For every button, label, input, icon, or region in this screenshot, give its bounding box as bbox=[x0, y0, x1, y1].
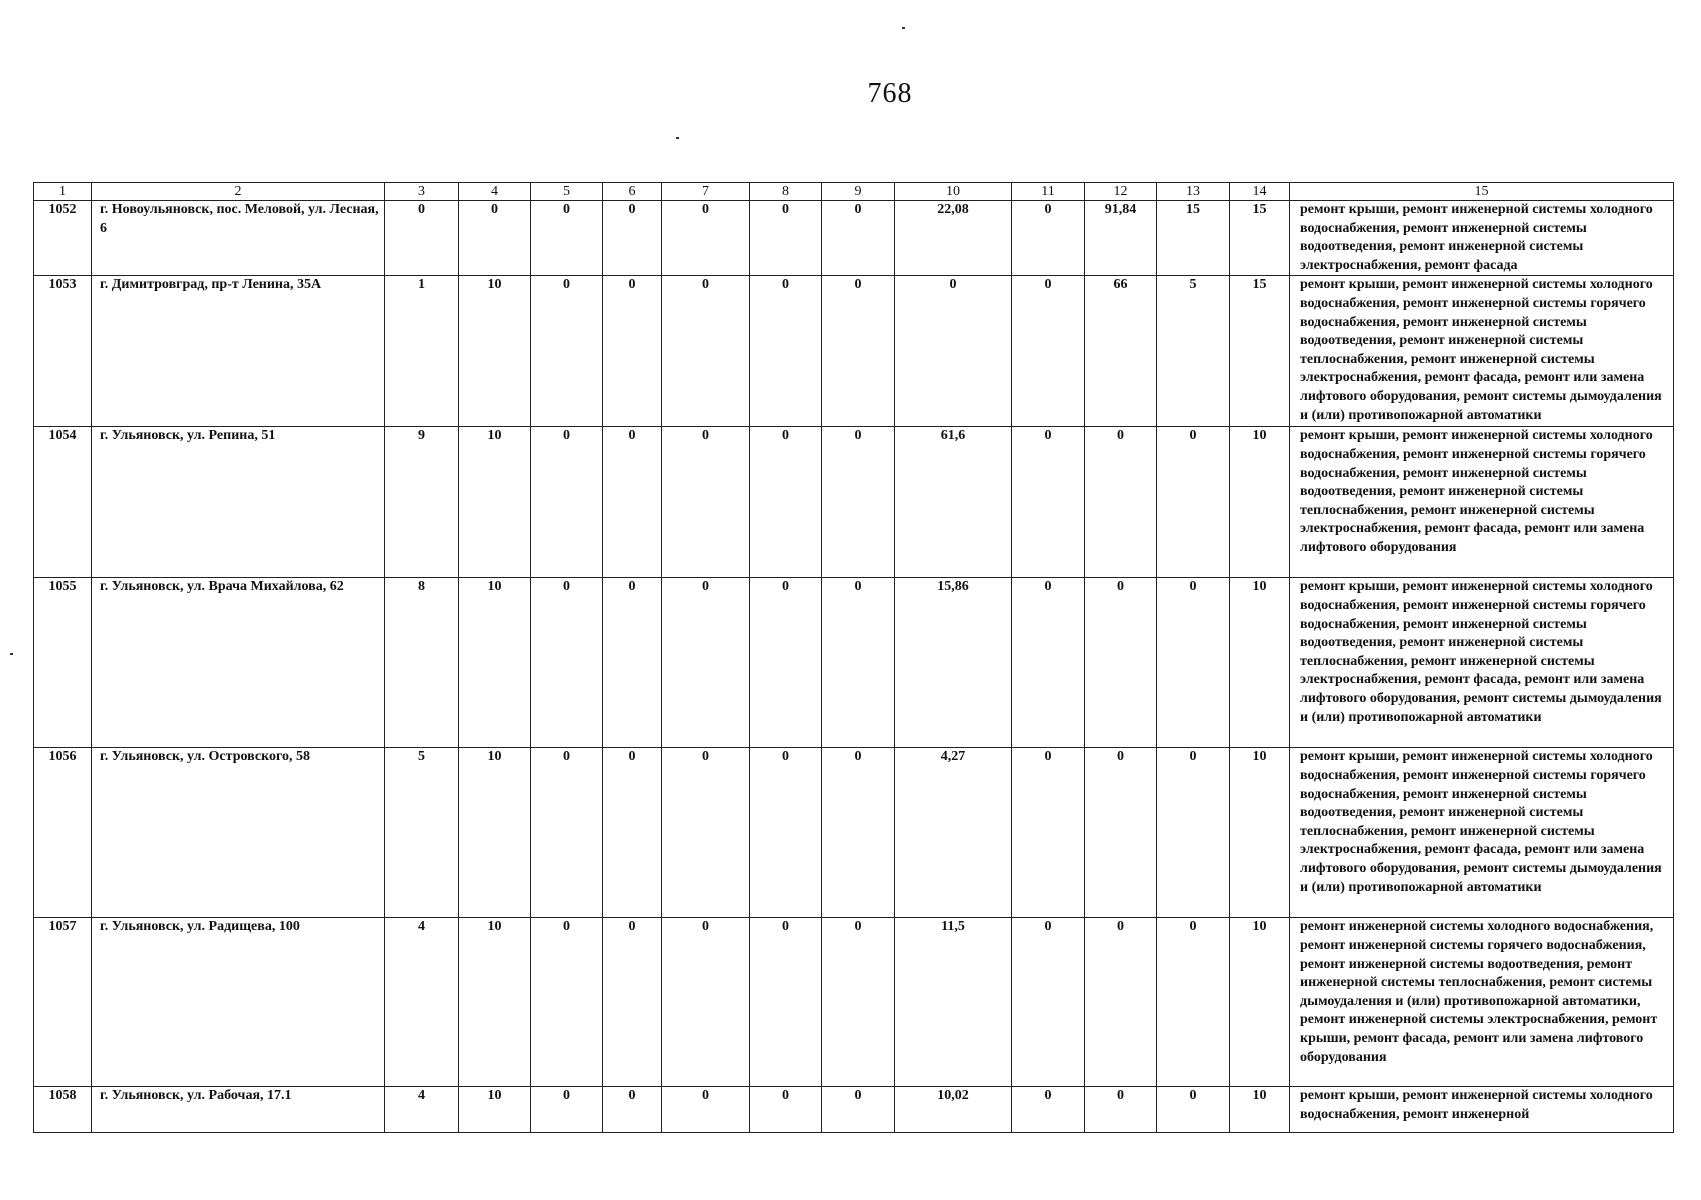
value-cell: 0 bbox=[662, 1087, 750, 1133]
value-cell: 0 bbox=[895, 276, 1012, 427]
value-cell: 0 bbox=[1012, 918, 1085, 1087]
value-cell: 0 bbox=[603, 918, 662, 1087]
row-id: 1055 bbox=[34, 578, 92, 748]
value-cell: 4,27 bbox=[895, 748, 1012, 918]
row-id: 1054 bbox=[34, 427, 92, 578]
value-cell: 0 bbox=[531, 201, 603, 276]
value-cell: 0 bbox=[822, 276, 895, 427]
value-cell: 10 bbox=[1230, 427, 1290, 578]
row-id: 1053 bbox=[34, 276, 92, 427]
works-cell: ремонт крыши, ремонт инженерной системы холодного водоснабжения, ремонт инженерной системы горячего водоснабжения, ремонт инженерной системы водоотведения, ремонт инженерной системы теплоснабжения, ремонт инженерной системы электроснабжения, ремонт фасада, ремонт или замена лифтового оборудования, ремонт системы дымоудаления и (или) противопожарной автоматики bbox=[1290, 748, 1674, 918]
value-cell: 0 bbox=[1012, 427, 1085, 578]
value-cell: 0 bbox=[531, 276, 603, 427]
value-cell: 0 bbox=[750, 427, 822, 578]
table-row bbox=[34, 427, 1674, 578]
address-cell: г. Ульяновск, ул. Рабочая, 17.1 bbox=[92, 1087, 385, 1133]
value-cell: 0 bbox=[1157, 918, 1230, 1087]
address-cell: г. Димитровград, пр-т Ленина, 35А bbox=[92, 276, 385, 427]
column-header-13: 13 bbox=[1157, 183, 1230, 201]
value-cell: 0 bbox=[603, 1087, 662, 1133]
value-cell: 0 bbox=[603, 578, 662, 748]
value-cell: 0 bbox=[1012, 201, 1085, 276]
value-cell: 0 bbox=[750, 276, 822, 427]
column-header-2: 2 bbox=[92, 183, 385, 201]
value-cell: 0 bbox=[750, 1087, 822, 1133]
table-row bbox=[34, 748, 1674, 918]
value-cell: 8 bbox=[385, 578, 459, 748]
value-cell: 10,02 bbox=[895, 1087, 1012, 1133]
works-cell: ремонт инженерной системы холодного водоснабжения, ремонт инженерной системы горячего водоснабжения, ремонт инженерной системы водоотведения, ремонт инженерной системы теплоснабжения, ремонт системы дымоудаления и (или) противопожарной автоматики, ремонт инженерной системы электроснабжения, ремонт крыши, ремонт фасада, ремонт или замена лифтового оборудования bbox=[1290, 918, 1674, 1087]
value-cell: 10 bbox=[1230, 748, 1290, 918]
value-cell: 0 bbox=[385, 201, 459, 276]
address-cell: г. Ульяновск, ул. Радищева, 100 bbox=[92, 918, 385, 1087]
works-cell: ремонт крыши, ремонт инженерной системы холодного водоснабжения, ремонт инженерной системы горячего водоснабжения, ремонт инженерной системы водоотведения, ремонт инженерной системы теплоснабжения, ремонт инженерной системы электроснабжения, ремонт фасада, ремонт или замена лифтового оборудования, ремонт системы дымоудаления и (или) противопожарной автоматики bbox=[1290, 276, 1674, 427]
value-cell: 15 bbox=[1230, 201, 1290, 276]
column-header-7: 7 bbox=[662, 183, 750, 201]
value-cell: 10 bbox=[459, 578, 531, 748]
value-cell: 22,08 bbox=[895, 201, 1012, 276]
value-cell: 0 bbox=[1012, 578, 1085, 748]
column-number-row bbox=[34, 183, 1674, 201]
works-cell: ремонт крыши, ремонт инженерной системы холодного водоснабжения, ремонт инженерной системы горячего водоснабжения, ремонт инженерной системы водоотведения, ремонт инженерной системы теплоснабжения, ремонт инженерной системы электроснабжения, ремонт фасада, ремонт или замена лифтового оборудования bbox=[1290, 427, 1674, 578]
value-cell: 0 bbox=[1157, 427, 1230, 578]
value-cell: 0 bbox=[1157, 578, 1230, 748]
value-cell: 10 bbox=[1230, 1087, 1290, 1133]
value-cell: 0 bbox=[822, 748, 895, 918]
value-cell: 10 bbox=[459, 1087, 531, 1133]
value-cell: 15,86 bbox=[895, 578, 1012, 748]
value-cell: 5 bbox=[385, 748, 459, 918]
value-cell: 0 bbox=[822, 201, 895, 276]
value-cell: 0 bbox=[822, 427, 895, 578]
value-cell: 11,5 bbox=[895, 918, 1012, 1087]
value-cell: 0 bbox=[662, 918, 750, 1087]
value-cell: 10 bbox=[459, 748, 531, 918]
value-cell: 0 bbox=[459, 201, 531, 276]
table-row bbox=[34, 578, 1674, 748]
value-cell: 0 bbox=[603, 201, 662, 276]
row-id: 1058 bbox=[34, 1087, 92, 1133]
value-cell: 0 bbox=[822, 1087, 895, 1133]
column-header-11: 11 bbox=[1012, 183, 1085, 201]
value-cell: 0 bbox=[750, 578, 822, 748]
address-cell: г. Ульяновск, ул. Репина, 51 bbox=[92, 427, 385, 578]
page-number: 768 bbox=[867, 78, 913, 109]
value-cell: 0 bbox=[1012, 1087, 1085, 1133]
value-cell: 0 bbox=[1085, 918, 1157, 1087]
value-cell: 0 bbox=[603, 276, 662, 427]
column-header-10: 10 bbox=[895, 183, 1012, 201]
column-header-1: 1 bbox=[34, 183, 92, 201]
value-cell: 0 bbox=[662, 578, 750, 748]
table-row bbox=[34, 1087, 1674, 1133]
value-cell: 15 bbox=[1230, 276, 1290, 427]
value-cell: 0 bbox=[822, 918, 895, 1087]
scan-speck bbox=[676, 137, 679, 139]
value-cell: 0 bbox=[1085, 578, 1157, 748]
works-cell: ремонт крыши, ремонт инженерной системы холодного водоснабжения, ремонт инженерной системы горячего водоснабжения, ремонт инженерной системы водоотведения, ремонт инженерной системы теплоснабжения, ремонт инженерной системы электроснабжения, ремонт фасада, ремонт или замена лифтового оборудования, ремонт системы дымоудаления и (или) противопожарной автоматики bbox=[1290, 578, 1674, 748]
value-cell: 0 bbox=[822, 578, 895, 748]
value-cell: 0 bbox=[1085, 1087, 1157, 1133]
column-header-8: 8 bbox=[750, 183, 822, 201]
housing-repair-table bbox=[33, 182, 1674, 1133]
row-id: 1052 bbox=[34, 201, 92, 276]
value-cell: 10 bbox=[459, 427, 531, 578]
value-cell: 0 bbox=[531, 427, 603, 578]
value-cell: 91,84 bbox=[1085, 201, 1157, 276]
value-cell: 15 bbox=[1157, 201, 1230, 276]
table-row bbox=[34, 918, 1674, 1087]
value-cell: 10 bbox=[1230, 918, 1290, 1087]
value-cell: 5 bbox=[1157, 276, 1230, 427]
value-cell: 0 bbox=[603, 427, 662, 578]
value-cell: 10 bbox=[459, 918, 531, 1087]
value-cell: 0 bbox=[750, 201, 822, 276]
value-cell: 0 bbox=[662, 276, 750, 427]
column-header-4: 4 bbox=[459, 183, 531, 201]
table-row bbox=[34, 276, 1674, 427]
value-cell: 0 bbox=[531, 578, 603, 748]
value-cell: 0 bbox=[1085, 427, 1157, 578]
value-cell: 10 bbox=[1230, 578, 1290, 748]
column-header-14: 14 bbox=[1230, 183, 1290, 201]
scan-speck bbox=[10, 653, 13, 655]
works-cell: ремонт крыши, ремонт инженерной системы холодного водоснабжения, ремонт инженерной системы водоотведения, ремонт инженерной системы электроснабжения, ремонт фасада bbox=[1290, 201, 1674, 276]
address-cell: г. Ульяновск, ул. Островского, 58 bbox=[92, 748, 385, 918]
column-header-12: 12 bbox=[1085, 183, 1157, 201]
value-cell: 0 bbox=[662, 427, 750, 578]
value-cell: 66 bbox=[1085, 276, 1157, 427]
value-cell: 61,6 bbox=[895, 427, 1012, 578]
column-header-3: 3 bbox=[385, 183, 459, 201]
column-header-9: 9 bbox=[822, 183, 895, 201]
works-cell: ремонт крыши, ремонт инженерной системы холодного водоснабжения, ремонт инженерной bbox=[1290, 1087, 1674, 1133]
column-header-6: 6 bbox=[603, 183, 662, 201]
value-cell: 0 bbox=[750, 748, 822, 918]
column-header-15: 15 bbox=[1290, 183, 1674, 201]
value-cell: 4 bbox=[385, 1087, 459, 1133]
value-cell: 0 bbox=[1085, 748, 1157, 918]
value-cell: 0 bbox=[531, 748, 603, 918]
value-cell: 1 bbox=[385, 276, 459, 427]
value-cell: 0 bbox=[1157, 1087, 1230, 1133]
value-cell: 0 bbox=[662, 748, 750, 918]
value-cell: 0 bbox=[531, 918, 603, 1087]
scan-speck bbox=[902, 27, 905, 29]
value-cell: 0 bbox=[662, 201, 750, 276]
value-cell: 0 bbox=[1012, 276, 1085, 427]
table-row bbox=[34, 201, 1674, 276]
row-id: 1057 bbox=[34, 918, 92, 1087]
row-id: 1056 bbox=[34, 748, 92, 918]
value-cell: 0 bbox=[603, 748, 662, 918]
address-cell: г. Новоульяновск, пос. Меловой, ул. Лесная, 6 bbox=[92, 201, 385, 276]
value-cell: 0 bbox=[1012, 748, 1085, 918]
value-cell: 9 bbox=[385, 427, 459, 578]
value-cell: 0 bbox=[1157, 748, 1230, 918]
address-cell: г. Ульяновск, ул. Врача Михайлова, 62 bbox=[92, 578, 385, 748]
column-header-5: 5 bbox=[531, 183, 603, 201]
value-cell: 4 bbox=[385, 918, 459, 1087]
value-cell: 10 bbox=[459, 276, 531, 427]
value-cell: 0 bbox=[531, 1087, 603, 1133]
value-cell: 0 bbox=[750, 918, 822, 1087]
